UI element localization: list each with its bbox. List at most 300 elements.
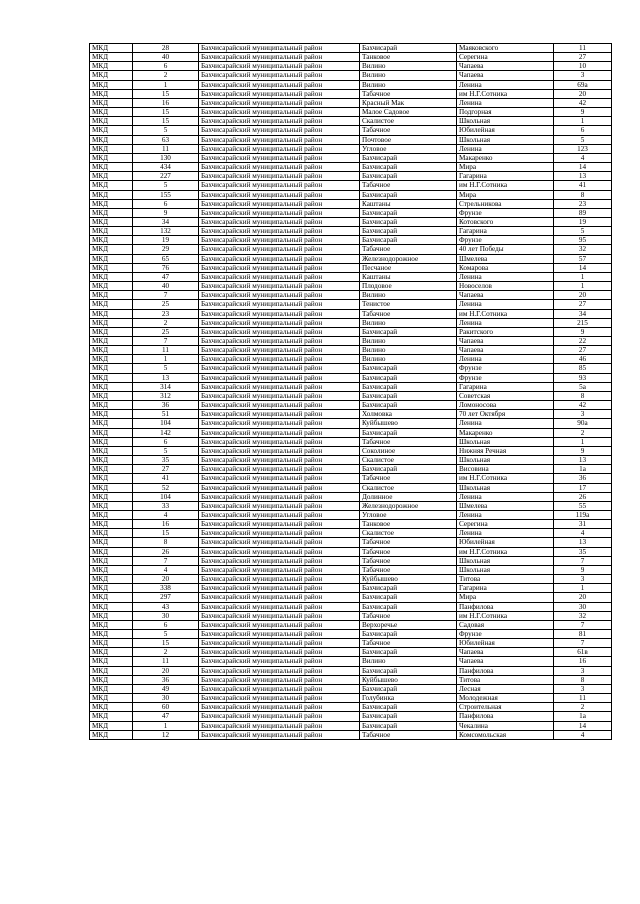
street-cell: Подгорная [457, 108, 554, 117]
street-cell: Гагарина [457, 382, 554, 391]
object-type-cell: МКД [90, 190, 133, 199]
object-type-cell: МКД [90, 520, 133, 529]
object-type-cell: МКД [90, 144, 133, 153]
district-cell: Бахчисарайский муниципальный район [199, 144, 360, 153]
house-number-cell: 6 [554, 126, 612, 135]
number-cell: 19 [133, 236, 199, 245]
locality-cell: Вилино [360, 291, 457, 300]
housing-register-table [89, 43, 612, 740]
district-cell: Бахчисарайский муниципальный район [199, 483, 360, 492]
object-type-cell: МКД [90, 492, 133, 501]
number-cell: 6 [133, 199, 199, 208]
table-row [90, 346, 612, 355]
district-cell: Бахчисарайский муниципальный район [199, 126, 360, 135]
table-row [90, 465, 612, 474]
house-number-cell: 9 [554, 327, 612, 336]
house-number-cell: 5 [554, 135, 612, 144]
number-cell: 314 [133, 382, 199, 391]
street-cell: Лесная [457, 684, 554, 693]
object-type-cell: МКД [90, 272, 133, 281]
table-row [90, 181, 612, 190]
house-number-cell: 119а [554, 510, 612, 519]
number-cell: 1 [133, 721, 199, 730]
number-cell: 7 [133, 337, 199, 346]
object-type-cell: МКД [90, 611, 133, 620]
district-cell: Бахчисарайский муниципальный район [199, 217, 360, 226]
table-row [90, 730, 612, 739]
street-cell: Стрельникова [457, 199, 554, 208]
object-type-cell: МКД [90, 483, 133, 492]
street-cell: Комарова [457, 263, 554, 272]
object-type-cell: МКД [90, 382, 133, 391]
locality-cell: Бахчисарай [360, 721, 457, 730]
house-number-cell: 32 [554, 245, 612, 254]
district-cell: Бахчисарайский муниципальный район [199, 437, 360, 446]
table-row [90, 575, 612, 584]
number-cell: 5 [133, 126, 199, 135]
locality-cell: Табачное [360, 565, 457, 574]
object-type-cell: МКД [90, 163, 133, 172]
district-cell: Бахчисарайский муниципальный район [199, 630, 360, 639]
table-row [90, 98, 612, 107]
house-number-cell: 9 [554, 446, 612, 455]
street-cell: 40 лет Победы [457, 245, 554, 254]
table-row [90, 282, 612, 291]
district-cell: Бахчисарайский муниципальный район [199, 236, 360, 245]
street-cell: Фрунзе [457, 630, 554, 639]
house-number-cell: 3 [554, 410, 612, 419]
number-cell: 36 [133, 401, 199, 410]
locality-cell: Вилино [360, 657, 457, 666]
house-number-cell: 46 [554, 355, 612, 364]
table-row [90, 712, 612, 721]
district-cell: Бахчисарайский муниципальный район [199, 593, 360, 602]
street-cell: Чапаева [457, 337, 554, 346]
district-cell: Бахчисарайский муниципальный район [199, 346, 360, 355]
number-cell: 33 [133, 501, 199, 510]
object-type-cell: МКД [90, 474, 133, 483]
object-type-cell: МКД [90, 355, 133, 364]
number-cell: 29 [133, 245, 199, 254]
street-cell: Чапаева [457, 291, 554, 300]
house-number-cell: 9 [554, 108, 612, 117]
number-cell: 16 [133, 98, 199, 107]
table-row [90, 657, 612, 666]
street-cell: Шмелева [457, 254, 554, 263]
object-type-cell: МКД [90, 346, 133, 355]
object-type-cell: МКД [90, 108, 133, 117]
table-row [90, 620, 612, 629]
number-cell: 5 [133, 446, 199, 455]
locality-cell: Бахчисарай [360, 428, 457, 437]
house-number-cell: 20 [554, 89, 612, 98]
house-number-cell: 4 [554, 529, 612, 538]
table-row [90, 437, 612, 446]
district-cell: Бахчисарайский муниципальный район [199, 300, 360, 309]
locality-cell: Табачное [360, 538, 457, 547]
district-cell: Бахчисарайский муниципальный район [199, 529, 360, 538]
number-cell: 155 [133, 190, 199, 199]
object-type-cell: МКД [90, 318, 133, 327]
house-number-cell: 93 [554, 373, 612, 382]
number-cell: 30 [133, 694, 199, 703]
object-type-cell: МКД [90, 666, 133, 675]
street-cell: Школьная [457, 437, 554, 446]
table-row [90, 630, 612, 639]
table-row [90, 318, 612, 327]
street-cell: Юбилейная [457, 538, 554, 547]
number-cell: 104 [133, 419, 199, 428]
locality-cell: Бахчисарай [360, 391, 457, 400]
object-type-cell: МКД [90, 71, 133, 80]
number-cell: 40 [133, 282, 199, 291]
street-cell: Школьная [457, 556, 554, 565]
street-cell: Ленина [457, 419, 554, 428]
street-cell: Серегина [457, 53, 554, 62]
table-row [90, 291, 612, 300]
street-cell: Ленина [457, 529, 554, 538]
house-number-cell: 13 [554, 172, 612, 181]
house-number-cell: 95 [554, 236, 612, 245]
object-type-cell: МКД [90, 465, 133, 474]
table-row [90, 428, 612, 437]
street-cell: Школьная [457, 456, 554, 465]
street-cell: Маяковского [457, 44, 554, 53]
district-cell: Бахчисарайский муниципальный район [199, 327, 360, 336]
district-cell: Бахчисарайский муниципальный район [199, 181, 360, 190]
number-cell: 47 [133, 272, 199, 281]
district-cell: Бахчисарайский муниципальный район [199, 657, 360, 666]
number-cell: 52 [133, 483, 199, 492]
table-row [90, 62, 612, 71]
locality-cell: Угловое [360, 144, 457, 153]
district-cell: Бахчисарайский муниципальный район [199, 227, 360, 236]
street-cell: Чапаева [457, 71, 554, 80]
table-row [90, 309, 612, 318]
locality-cell: Голубинка [360, 694, 457, 703]
table-row [90, 401, 612, 410]
street-cell: Макаренко [457, 428, 554, 437]
house-number-cell: 5а [554, 382, 612, 391]
street-cell: Ленина [457, 272, 554, 281]
district-cell: Бахчисарайский муниципальный район [199, 474, 360, 483]
object-type-cell: МКД [90, 410, 133, 419]
number-cell: 63 [133, 135, 199, 144]
table-row [90, 675, 612, 684]
number-cell: 15 [133, 108, 199, 117]
house-number-cell: 14 [554, 163, 612, 172]
house-number-cell: 1 [554, 272, 612, 281]
house-number-cell: 55 [554, 501, 612, 510]
district-cell: Бахчисарайский муниципальный район [199, 355, 360, 364]
street-cell: Фрунзе [457, 236, 554, 245]
house-number-cell: 14 [554, 263, 612, 272]
locality-cell: Бахчисарай [360, 373, 457, 382]
table-row [90, 227, 612, 236]
object-type-cell: МКД [90, 419, 133, 428]
house-number-cell: 32 [554, 611, 612, 620]
table-row [90, 80, 612, 89]
table-row [90, 410, 612, 419]
street-cell: Серегина [457, 520, 554, 529]
house-number-cell: 1 [554, 117, 612, 126]
house-number-cell: 1 [554, 584, 612, 593]
number-cell: 434 [133, 163, 199, 172]
district-cell: Бахчисарайский муниципальный район [199, 620, 360, 629]
object-type-cell: МКД [90, 291, 133, 300]
house-number-cell: 13 [554, 456, 612, 465]
street-cell: им Н.Г.Сотника [457, 89, 554, 98]
object-type-cell: МКД [90, 694, 133, 703]
locality-cell: Вилино [360, 318, 457, 327]
district-cell: Бахчисарайский муниципальный район [199, 639, 360, 648]
street-cell: Титова [457, 675, 554, 684]
number-cell: 130 [133, 153, 199, 162]
street-cell: Титова [457, 575, 554, 584]
locality-cell: Песчаное [360, 263, 457, 272]
object-type-cell: МКД [90, 428, 133, 437]
locality-cell: Скалистое [360, 529, 457, 538]
house-number-cell: 1 [554, 282, 612, 291]
street-cell: Чапаева [457, 62, 554, 71]
table-row [90, 520, 612, 529]
locality-cell: Долинное [360, 492, 457, 501]
district-cell: Бахчисарайский муниципальный район [199, 547, 360, 556]
table-row [90, 272, 612, 281]
object-type-cell: МКД [90, 135, 133, 144]
street-cell: Ломоносова [457, 401, 554, 410]
object-type-cell: МКД [90, 648, 133, 657]
street-cell: Школьная [457, 135, 554, 144]
object-type-cell: МКД [90, 126, 133, 135]
house-number-cell: 30 [554, 602, 612, 611]
street-cell: Гагарина [457, 584, 554, 593]
number-cell: 338 [133, 584, 199, 593]
object-type-cell: МКД [90, 181, 133, 190]
object-type-cell: МКД [90, 227, 133, 236]
object-type-cell: МКД [90, 364, 133, 373]
street-cell: Школьная [457, 483, 554, 492]
house-number-cell: 5 [554, 227, 612, 236]
street-cell: Молодежная [457, 694, 554, 703]
district-cell: Бахчисарайский муниципальный район [199, 108, 360, 117]
district-cell: Бахчисарайский муниципальный район [199, 446, 360, 455]
house-number-cell: 8 [554, 391, 612, 400]
object-type-cell: МКД [90, 89, 133, 98]
district-cell: Бахчисарайский муниципальный район [199, 694, 360, 703]
locality-cell: Скалистое [360, 117, 457, 126]
house-number-cell: 57 [554, 254, 612, 263]
locality-cell: Табачное [360, 474, 457, 483]
locality-cell: Бахчисарай [360, 217, 457, 226]
house-number-cell: 42 [554, 98, 612, 107]
table-row [90, 44, 612, 53]
table-row [90, 71, 612, 80]
district-cell: Бахчисарайский муниципальный район [199, 98, 360, 107]
street-cell: Мира [457, 593, 554, 602]
table-row [90, 163, 612, 172]
object-type-cell: МКД [90, 245, 133, 254]
table-row [90, 492, 612, 501]
district-cell: Бахчисарайский муниципальный район [199, 648, 360, 657]
street-cell: Ленина [457, 318, 554, 327]
table-row [90, 456, 612, 465]
table-row [90, 108, 612, 117]
house-number-cell: 36 [554, 474, 612, 483]
number-cell: 1 [133, 80, 199, 89]
object-type-cell: МКД [90, 620, 133, 629]
street-cell: Фрунзе [457, 373, 554, 382]
number-cell: 65 [133, 254, 199, 263]
locality-cell: Верхоречье [360, 620, 457, 629]
street-cell: Школьная [457, 117, 554, 126]
street-cell: Фрунзе [457, 364, 554, 373]
street-cell: Школьная [457, 565, 554, 574]
number-cell: 312 [133, 391, 199, 400]
number-cell: 27 [133, 465, 199, 474]
table-row [90, 474, 612, 483]
table-row [90, 254, 612, 263]
locality-cell: Бахчисарай [360, 602, 457, 611]
house-number-cell: 27 [554, 300, 612, 309]
locality-cell: Вилино [360, 80, 457, 89]
house-number-cell: 23 [554, 199, 612, 208]
number-cell: 47 [133, 712, 199, 721]
locality-cell: Бахчисарай [360, 153, 457, 162]
district-cell: Бахчисарайский муниципальный район [199, 556, 360, 565]
table-row [90, 510, 612, 519]
locality-cell: Бахчисарай [360, 712, 457, 721]
table-row [90, 611, 612, 620]
table-row [90, 694, 612, 703]
district-cell: Бахчисарайский муниципальный район [199, 730, 360, 739]
number-cell: 25 [133, 300, 199, 309]
district-cell: Бахчисарайский муниципальный район [199, 712, 360, 721]
number-cell: 11 [133, 144, 199, 153]
table-row [90, 721, 612, 730]
number-cell: 7 [133, 556, 199, 565]
district-cell: Бахчисарайский муниципальный район [199, 263, 360, 272]
object-type-cell: МКД [90, 327, 133, 336]
object-type-cell: МКД [90, 721, 133, 730]
district-cell: Бахчисарайский муниципальный район [199, 675, 360, 684]
number-cell: 6 [133, 620, 199, 629]
table-row [90, 355, 612, 364]
number-cell: 25 [133, 327, 199, 336]
number-cell: 2 [133, 71, 199, 80]
object-type-cell: МКД [90, 730, 133, 739]
district-cell: Бахчисарайский муниципальный район [199, 80, 360, 89]
number-cell: 132 [133, 227, 199, 236]
number-cell: 16 [133, 520, 199, 529]
table-row [90, 602, 612, 611]
table-row [90, 556, 612, 565]
number-cell: 23 [133, 309, 199, 318]
locality-cell: Бахчисарай [360, 703, 457, 712]
object-type-cell: МКД [90, 337, 133, 346]
locality-cell: Бахчисарай [360, 208, 457, 217]
district-cell: Бахчисарайский муниципальный район [199, 721, 360, 730]
object-type-cell: МКД [90, 657, 133, 666]
street-cell: им Н.Г.Сотника [457, 181, 554, 190]
table-body [90, 44, 612, 740]
locality-cell: Красный Мак [360, 98, 457, 107]
district-cell: Бахчисарайский муниципальный район [199, 501, 360, 510]
locality-cell: Табачное [360, 89, 457, 98]
district-cell: Бахчисарайский муниципальный район [199, 602, 360, 611]
locality-cell: Табачное [360, 611, 457, 620]
object-type-cell: МКД [90, 217, 133, 226]
house-number-cell: 17 [554, 483, 612, 492]
district-cell: Бахчисарайский муниципальный район [199, 172, 360, 181]
house-number-cell: 14 [554, 721, 612, 730]
street-cell: Ленина [457, 300, 554, 309]
street-cell: Фрунзе [457, 208, 554, 217]
house-number-cell: 11 [554, 44, 612, 53]
house-number-cell: 7 [554, 639, 612, 648]
locality-cell: Бахчисарай [360, 401, 457, 410]
locality-cell: Куйбышево [360, 675, 457, 684]
number-cell: 104 [133, 492, 199, 501]
locality-cell: Вилино [360, 62, 457, 71]
street-cell: Макаренко [457, 153, 554, 162]
table-row [90, 538, 612, 547]
object-type-cell: МКД [90, 547, 133, 556]
street-cell: Висовина [457, 465, 554, 474]
locality-cell: Соколиное [360, 446, 457, 455]
locality-cell: Бахчисарай [360, 364, 457, 373]
number-cell: 15 [133, 639, 199, 648]
table-row [90, 245, 612, 254]
number-cell: 227 [133, 172, 199, 181]
locality-cell: Бахчисарай [360, 190, 457, 199]
district-cell: Бахчисарайский муниципальный район [199, 520, 360, 529]
table-row [90, 208, 612, 217]
object-type-cell: МКД [90, 446, 133, 455]
house-number-cell: 27 [554, 53, 612, 62]
object-type-cell: МКД [90, 712, 133, 721]
district-cell: Бахчисарайский муниципальный район [199, 401, 360, 410]
number-cell: 26 [133, 547, 199, 556]
object-type-cell: МКД [90, 575, 133, 584]
table-row [90, 684, 612, 693]
object-type-cell: МКД [90, 529, 133, 538]
number-cell: 2 [133, 648, 199, 657]
locality-cell: Бахчисарай [360, 584, 457, 593]
number-cell: 35 [133, 456, 199, 465]
street-cell: Строительная [457, 703, 554, 712]
locality-cell: Вилино [360, 355, 457, 364]
street-cell: Ленина [457, 355, 554, 364]
number-cell: 43 [133, 602, 199, 611]
object-type-cell: МКД [90, 300, 133, 309]
district-cell: Бахчисарайский муниципальный район [199, 703, 360, 712]
house-number-cell: 27 [554, 346, 612, 355]
object-type-cell: МКД [90, 538, 133, 547]
number-cell: 4 [133, 565, 199, 574]
object-type-cell: МКД [90, 391, 133, 400]
district-cell: Бахчисарайский муниципальный район [199, 364, 360, 373]
district-cell: Бахчисарайский муниципальный район [199, 71, 360, 80]
object-type-cell: МКД [90, 117, 133, 126]
locality-cell: Вилино [360, 71, 457, 80]
district-cell: Бахчисарайский муниципальный район [199, 62, 360, 71]
number-cell: 40 [133, 53, 199, 62]
locality-cell: Железнодорожное [360, 254, 457, 263]
district-cell: Бахчисарайский муниципальный район [199, 190, 360, 199]
district-cell: Бахчисарайский муниципальный район [199, 538, 360, 547]
table-row [90, 703, 612, 712]
